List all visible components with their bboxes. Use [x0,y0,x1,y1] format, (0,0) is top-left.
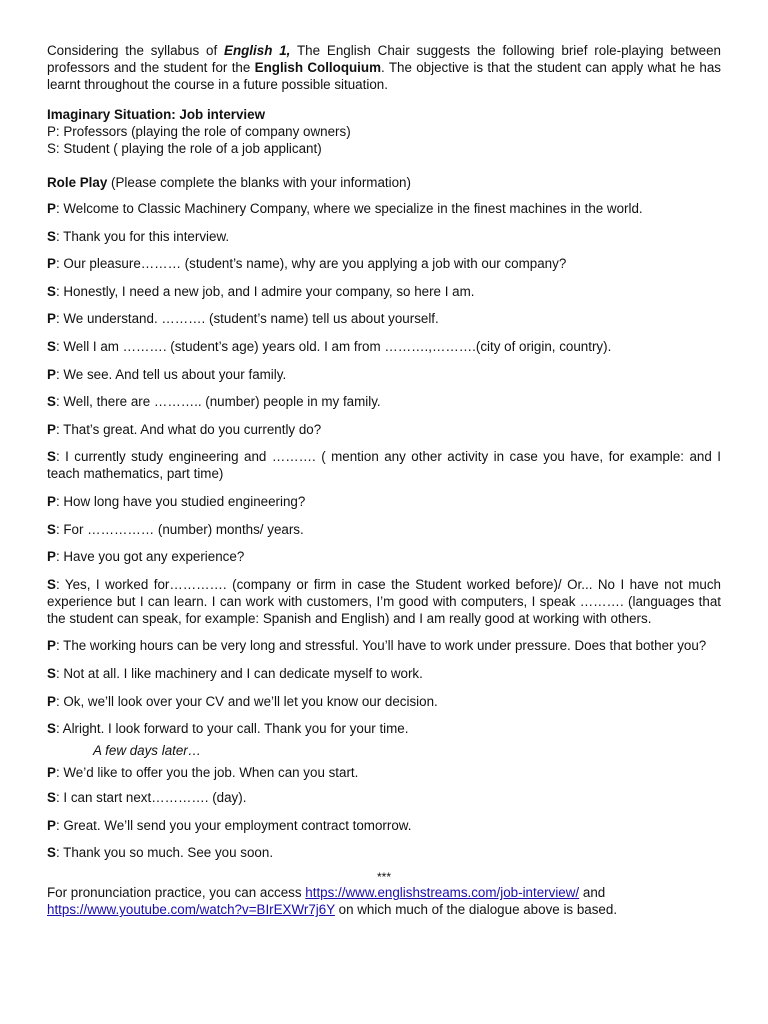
dialogue-text: : Not at all. I like machinery and I can dedicate myself to work. [55,665,423,681]
dialogue-text: : Our pleasure……… (student’s name), why are you applying a job with our company? [55,256,567,272]
speaker-label: P [47,765,56,781]
intro-paragraph: Considering the syllabus of English 1, The English Chair suggests the following brief role-playing between professors and the student for the English Colloquium. The objective is that the student can apply what he has learnt throughout the course in a future possible situation. [47,43,722,92]
speaker-label: S [47,721,56,737]
dialogue-text: : Yes, I worked for…………. (company or firm in case the Student worked before)/ Or... No I have not much experience but I can learn. I can work with customers, I’m good with computers, I speak ………. (languages that the student can speak, for example: Spanish and English) and I am really good at working with others. [47,576,721,626]
course-name: English 1, [224,43,291,58]
dialogue-line [47,521,721,538]
speaker-label: S [47,665,56,681]
dialogue-line [47,817,721,834]
dialogue-line [47,693,721,710]
student-role-line: S: Student ( playing the role of a job applicant) [47,141,322,156]
dialogue-line [47,448,721,482]
dialogue-text: : Ok, we’ll look over your CV and we’ll let you know our decision. [55,693,438,709]
speaker-label: P [47,256,56,272]
dialogue-text: : Welcome to Classic Machinery Company, where we specialize in the finest machines in the world. [55,201,643,216]
dialogue-line [47,393,721,410]
speaker-label: P [47,693,56,709]
dialogue [47,200,721,737]
speaker-label: P [47,366,56,382]
dialogue-line [47,283,721,300]
speaker-label: P [47,311,56,327]
dialogue-text: : We’d like to offer you the job. When can you start. [55,765,359,781]
speaker-label: S [47,790,56,806]
dialogue-line [47,844,721,861]
speaker-label: S [47,394,56,410]
speaker-label: S [47,576,56,592]
speaker-label: P [47,549,56,565]
speaker-label: P [47,201,56,216]
dialogue-line [47,493,721,510]
dialogue-text: : Honestly, I need a new job, and I admire your company, so here I am. [55,283,475,299]
dialogue-line [47,310,721,327]
youtube-link[interactable]: https://www.youtube.com/watch?v=BIrEXWr7j6Y [47,902,335,918]
dialogue-line [47,421,721,438]
speaker-label: S [47,228,56,244]
dialogue-text: : That’s great. And what do you currently do? [55,421,322,437]
situation-block [47,106,721,157]
dialogue-text: : The working hours can be very long and stressful. You’ll have to work under pressure. Does that bother you? [55,638,707,654]
dialogue-line [47,338,721,355]
footer-paragraph: For pronunciation practice, you can access https://www.englishstreams.com/job-interview/ and https://www.youtube.com/watch?v=BIrEXWr7j6Y on which much of the dialogue above is based. [47,885,618,918]
dialogue-text: : Well I am ………. (student’s age) years old. I am from ……….,……….(city of origin, country). [55,338,612,354]
dialogue-text: : How long have you studied engineering? [55,493,306,509]
dialogue-continued [47,764,721,861]
dialogue-line [47,366,721,383]
speaker-label: S [47,845,56,861]
english-streams-link[interactable]: https://www.englishstreams.com/job-interview/ [305,885,580,901]
aside-note: A few days later… [93,743,202,759]
dialogue-line [47,665,721,682]
dialogue-line [47,637,721,654]
speaker-label: P [47,493,56,509]
speaker-label: S [47,521,56,537]
dialogue-line [47,789,721,806]
event-name: English Colloquium [254,60,381,75]
speaker-label: S [47,449,56,465]
dialogue-text: : Thank you for this interview. [55,228,230,244]
dialogue-text: : Have you got any experience? [55,549,245,565]
dialogue-text: : We see. And tell us about your family. [55,366,287,382]
dialogue-text: : Well, there are ……….. (number) people in my family. [55,394,381,410]
dialogue-line [47,764,721,781]
document-page [47,42,721,918]
dialogue-text: : I currently study engineering and ………. ( mention any other activity in case you have, for example: and I teach mathematics, part time) [47,449,721,482]
situation-title: Imaginary Situation: Job interview [47,107,266,122]
role-play-heading: Role Play (Please complete the blanks with your information) [47,175,411,190]
speaker-label: P [47,421,56,437]
dialogue-line [47,255,721,272]
dialogue-line [47,720,721,737]
dialogue-text: : We understand. ………. (student’s name) tell us about yourself. [55,311,439,327]
dialogue-line [47,548,721,565]
dialogue-text: : I can start next…………. (day). [55,790,247,806]
speaker-label: S [47,338,56,354]
speaker-label: S [47,283,56,299]
dialogue-line [47,576,721,627]
dialogue-text: : Thank you so much. See you soon. [55,845,274,861]
professor-role-line: P: Professors (playing the role of company owners) [47,124,351,139]
separator: *** [376,870,391,885]
dialogue-text: : For …………… (number) months/ years. [55,521,304,537]
speaker-label: P [47,817,56,833]
speaker-label: P [47,638,56,654]
dialogue-line [47,200,721,217]
dialogue-text: : Alright. I look forward to your call. Thank you for your time. [55,721,409,737]
dialogue-line [47,228,721,245]
dialogue-text: : Great. We’ll send you your employment contract tomorrow. [55,817,412,833]
